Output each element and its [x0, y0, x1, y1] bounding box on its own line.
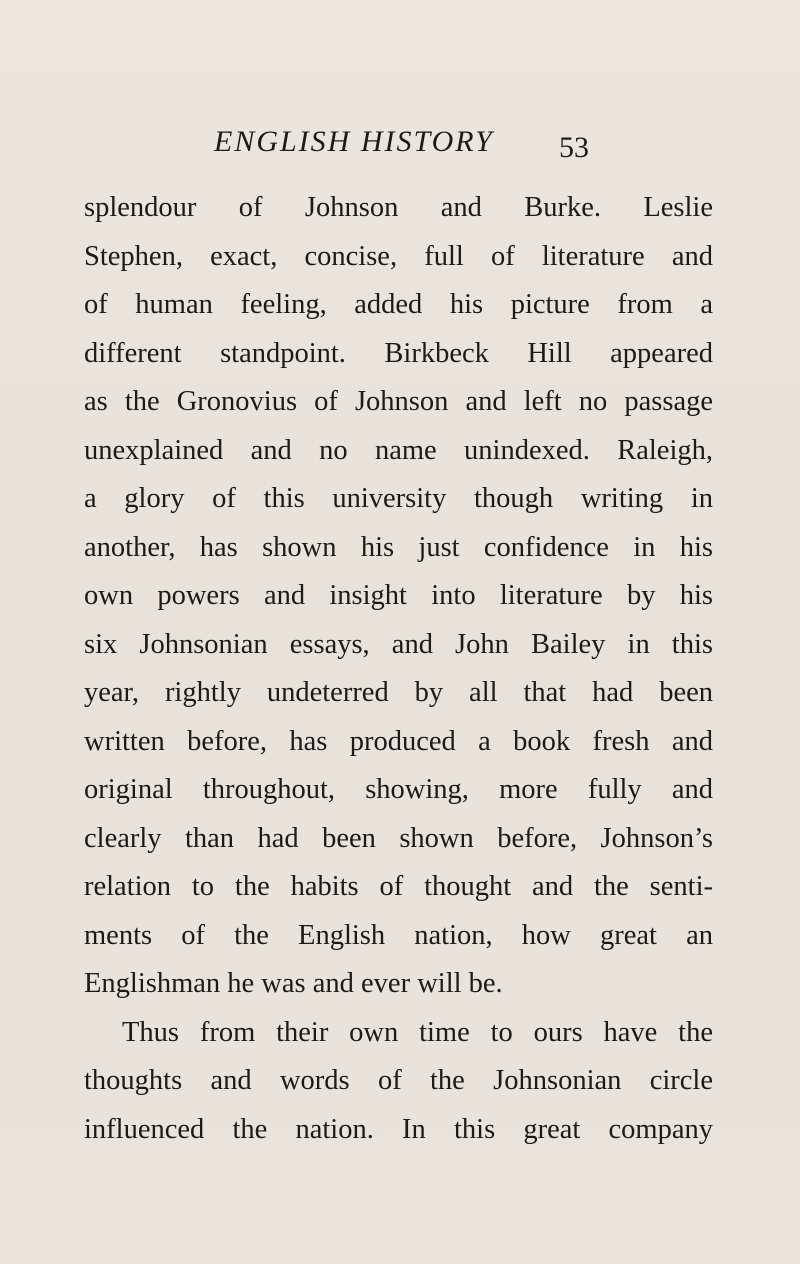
- text-line: Thus from their own time to ours have the: [122, 1016, 713, 1048]
- text-line: influenced the nation. In this great company: [84, 1113, 713, 1145]
- text-line: another, has shown his just confidence in his: [84, 531, 713, 563]
- running-head-title: ENGLISH HISTORY: [214, 125, 494, 158]
- text-line: six Johnsonian essays, and John Bailey in this: [84, 628, 713, 660]
- text-line: of human feeling, added his picture from a: [84, 289, 713, 320]
- text-line: own powers and insight into literature by his: [84, 580, 713, 611]
- text-line: ments of the English nation, how great an: [84, 919, 713, 951]
- text-line: relation to the habits of thought and the senti-: [84, 871, 713, 902]
- text-line: written before, has produced a book fresh and: [84, 725, 713, 757]
- text-line: as the Gronovius of Johnson and left no passage: [84, 386, 713, 417]
- body-text: [84, 184, 713, 1154]
- text-line: unexplained and no name unindexed. Raleigh,: [84, 434, 713, 466]
- text-line: original throughout, showing, more fully and: [84, 774, 713, 805]
- text-line: different standpoint. Birkbeck Hill appeared: [84, 337, 713, 369]
- page-number: 53: [559, 131, 589, 164]
- text-line: Stephen, exact, concise, full of literature and: [84, 240, 713, 272]
- text-line: clearly than had been shown before, Johnson’s: [84, 822, 713, 854]
- text-line: year, rightly undeterred by all that had been: [84, 677, 713, 708]
- text-line: thoughts and words of the Johnsonian circle: [84, 1065, 713, 1096]
- text-line: splendour of Johnson and Burke. Leslie: [84, 192, 713, 223]
- text-line: Englishman he was and ever will be.: [84, 968, 503, 999]
- text-line: a glory of this university though writing in: [84, 483, 713, 514]
